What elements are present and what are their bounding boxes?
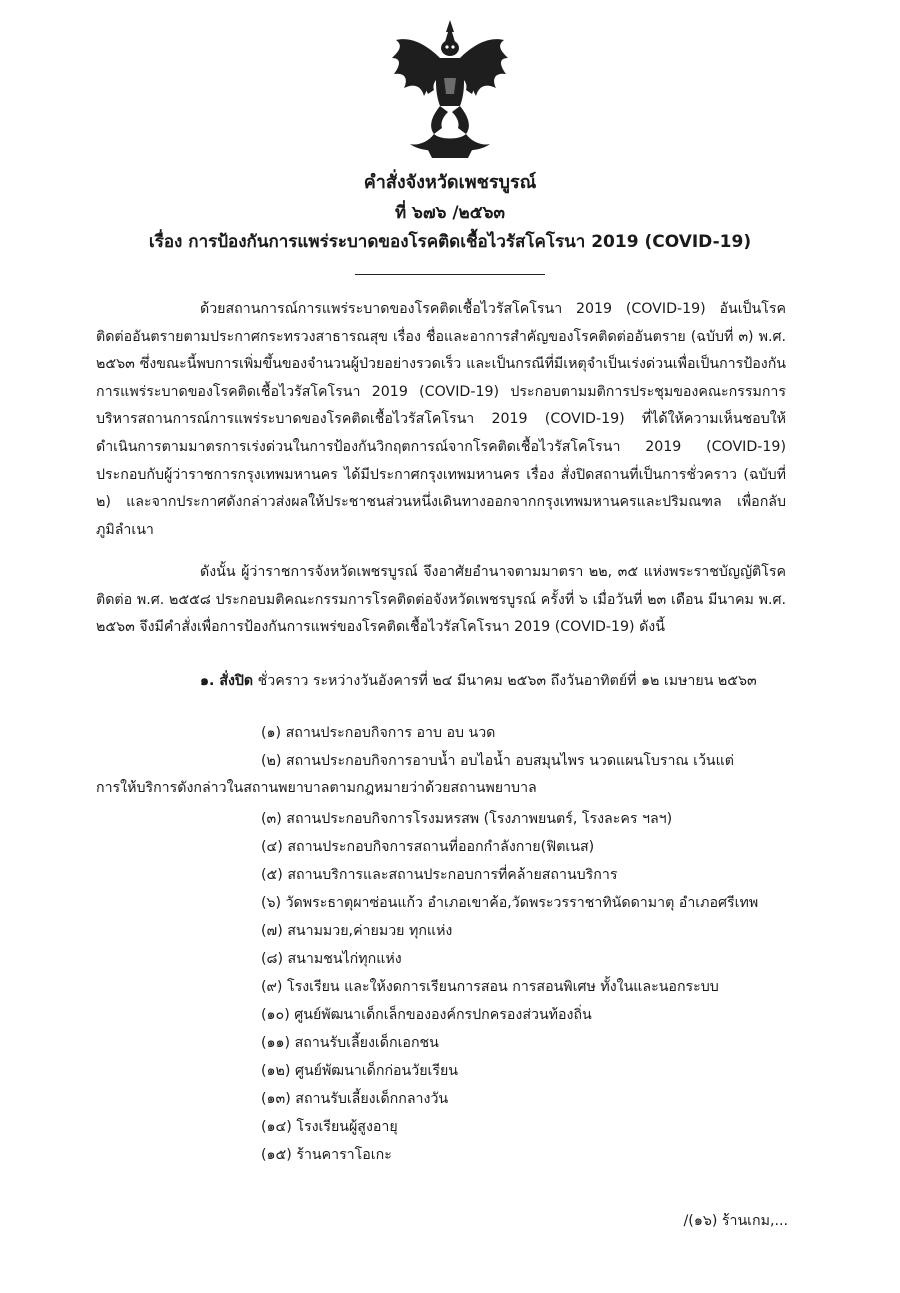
- list-item: (๖) วัดพระธาตุผาซ่อนแก้ว อำเภอเขาค้อ,วัดพระวรราชาทินัดดามาตุ อำเภอศรีเทพ: [261, 895, 759, 911]
- list-item: (๘) สนามชนไก่ทุกแห่ง: [261, 951, 402, 967]
- list-item: (๙) โรงเรียน และให้งดการเรียนการสอน การสอนพิเศษ ทั้งในและนอกระบบ: [261, 979, 719, 995]
- list-item: (๕) สถานบริการและสถานประกอบการที่คล้ายสถานบริการ: [261, 867, 618, 883]
- list-item: (๑๑) สถานรับเลี้ยงเด็กเอกชน: [261, 1035, 439, 1051]
- list-item: (๗) สนามมวย,ค่ายมวย ทุกแห่ง: [261, 923, 453, 939]
- order-item-1-text: ชั่วคราว ระหว่างวันอังคารที่ ๒๔ มีนาคม ๒๕๖๓ ถึงวันอาทิตย์ที่ ๑๒ เมษายน ๒๕๖๓: [257, 673, 757, 689]
- continued-reference: /(๑๖) ร้านเกม,...: [683, 1213, 788, 1229]
- garuda-emblem-icon: [388, 18, 512, 160]
- list-item: (๑๒) ศูนย์พัฒนาเด็กก่อนวัยเรียน: [261, 1063, 459, 1079]
- paragraph-background: ด้วยสถานการณ์การแพร่ระบาดของโรคติดเชื้อไวรัสโคโรนา 2019 (COVID-19) อันเป็นโรคติดต่ออันตรายตามประกาศกระทรวงสาธารณสุข เรื่อง ชื่อและอาการสำคัญของโรคติดต่ออันตราย (ฉบับที่ ๓) พ.ศ. ๒๕๖๓ ซึ่งขณะนี้พบการเพิ่มขึ้นของจำนวนผู้ป่วยอย่างรวดเร็ว และเป็นกรณีที่มีเหตุจำเป็นเร่งด่วนเพื่อเป็นการป้องกันการแพร่ระบาดของโรคติดเชื้อไวรัสโคโรนา 2019 (COVID-19) ประกอบตามมติการประชุมของคณะกรรมการบริหารสถานการณ์การแพร่ระบาดของโรคติดเชื้อไวรัสโคโรนา 2019 (COVID-19) ที่ได้ให้ความเห็นชอบให้ดำเนินการตามมาตรการเร่งด่วนในการป้องกันวิกฤตการณ์จากโรคติดเชื้อไวรัสโคโรนา 2019 (COVID-19) ประกอบกับผู้ว่าราชการกรุงเทพมหานคร ได้มีประกาศกรุงเทพมหานคร เรื่อง สั่งปิดสถานที่เป็นการชั่วคราว (ฉบับที่ ๒) และจากประกาศดังกล่าวส่งผลให้ประชาชนส่วนหนึ่งเดินทางออกจากกรุงเทพมหานครและปริมณฑล เพื่อกลับภูมิลำเนา: [96, 301, 786, 538]
- list-item: (๑๕) ร้านคาราโอเกะ: [261, 1147, 392, 1163]
- order-item-1-head: ๑. สั่งปิด: [200, 673, 254, 689]
- order-number: ที่ ๖๗๖ /๒๕๖๓: [394, 203, 506, 223]
- list-item: (๑) สถานประกอบกิจการ อาบ อบ นวด: [261, 725, 496, 741]
- order-subject: เรื่อง การป้องกันการแพร่ระบาดของโรคติดเชื้อไวรัสโคโรนา 2019 (COVID-19): [148, 232, 752, 252]
- list-item: (๓) สถานประกอบกิจการโรงมหรสพ (โรงภาพยนตร์, โรงละคร ฯลฯ): [261, 811, 673, 827]
- order-title: คำสั่งจังหวัดเพชรบูรณ์: [363, 172, 537, 193]
- list-item: (๒) สถานประกอบกิจการอาบน้ำ อบไอน้ำ อบสมุนไพร นวดแผนโบราณ เว้นแต่: [261, 753, 734, 769]
- list-item: (๑๓) สถานรับเลี้ยงเด็กกลางวัน: [261, 1091, 449, 1107]
- list-item: (๑๐) ศูนย์พัฒนาเด็กเล็กขององค์กรปกครองส่วนท้องถิ่น: [261, 1007, 592, 1023]
- list-item: (๔) สถานประกอบกิจการสถานที่ออกกำลังกาย(ฟิตเนส): [261, 839, 595, 855]
- list-item: (๑๔) โรงเรียนผู้สูงอายุ: [261, 1119, 398, 1135]
- paragraph-authority: ดังนั้น ผู้ว่าราชการจังหวัดเพชรบูรณ์ จึงอาศัยอำนาจตามมาตรา ๒๒, ๓๕ แห่งพระราชบัญญัติโรคติดต่อ พ.ศ. ๒๕๕๘ ประกอบมติคณะกรรมการโรคติดต่อจังหวัดเพชรบูรณ์ ครั้งที่ ๖ เมื่อวันที่ ๒๓ เดือน มีนาคม พ.ศ. ๒๕๖๓ จึงมีคำสั่งเพื่อการป้องกันการแพร่ของโรคติดเชื้อไวรัสโคโรนา 2019 (COVID-19) ดังนี้: [96, 564, 786, 636]
- order-item-1: [96, 668, 786, 696]
- list-item-continuation: การให้บริการดังกล่าวในสถานพยาบาลตามกฎหมายว่าด้วยสถานพยาบาล: [96, 780, 537, 796]
- header-divider: [355, 274, 545, 275]
